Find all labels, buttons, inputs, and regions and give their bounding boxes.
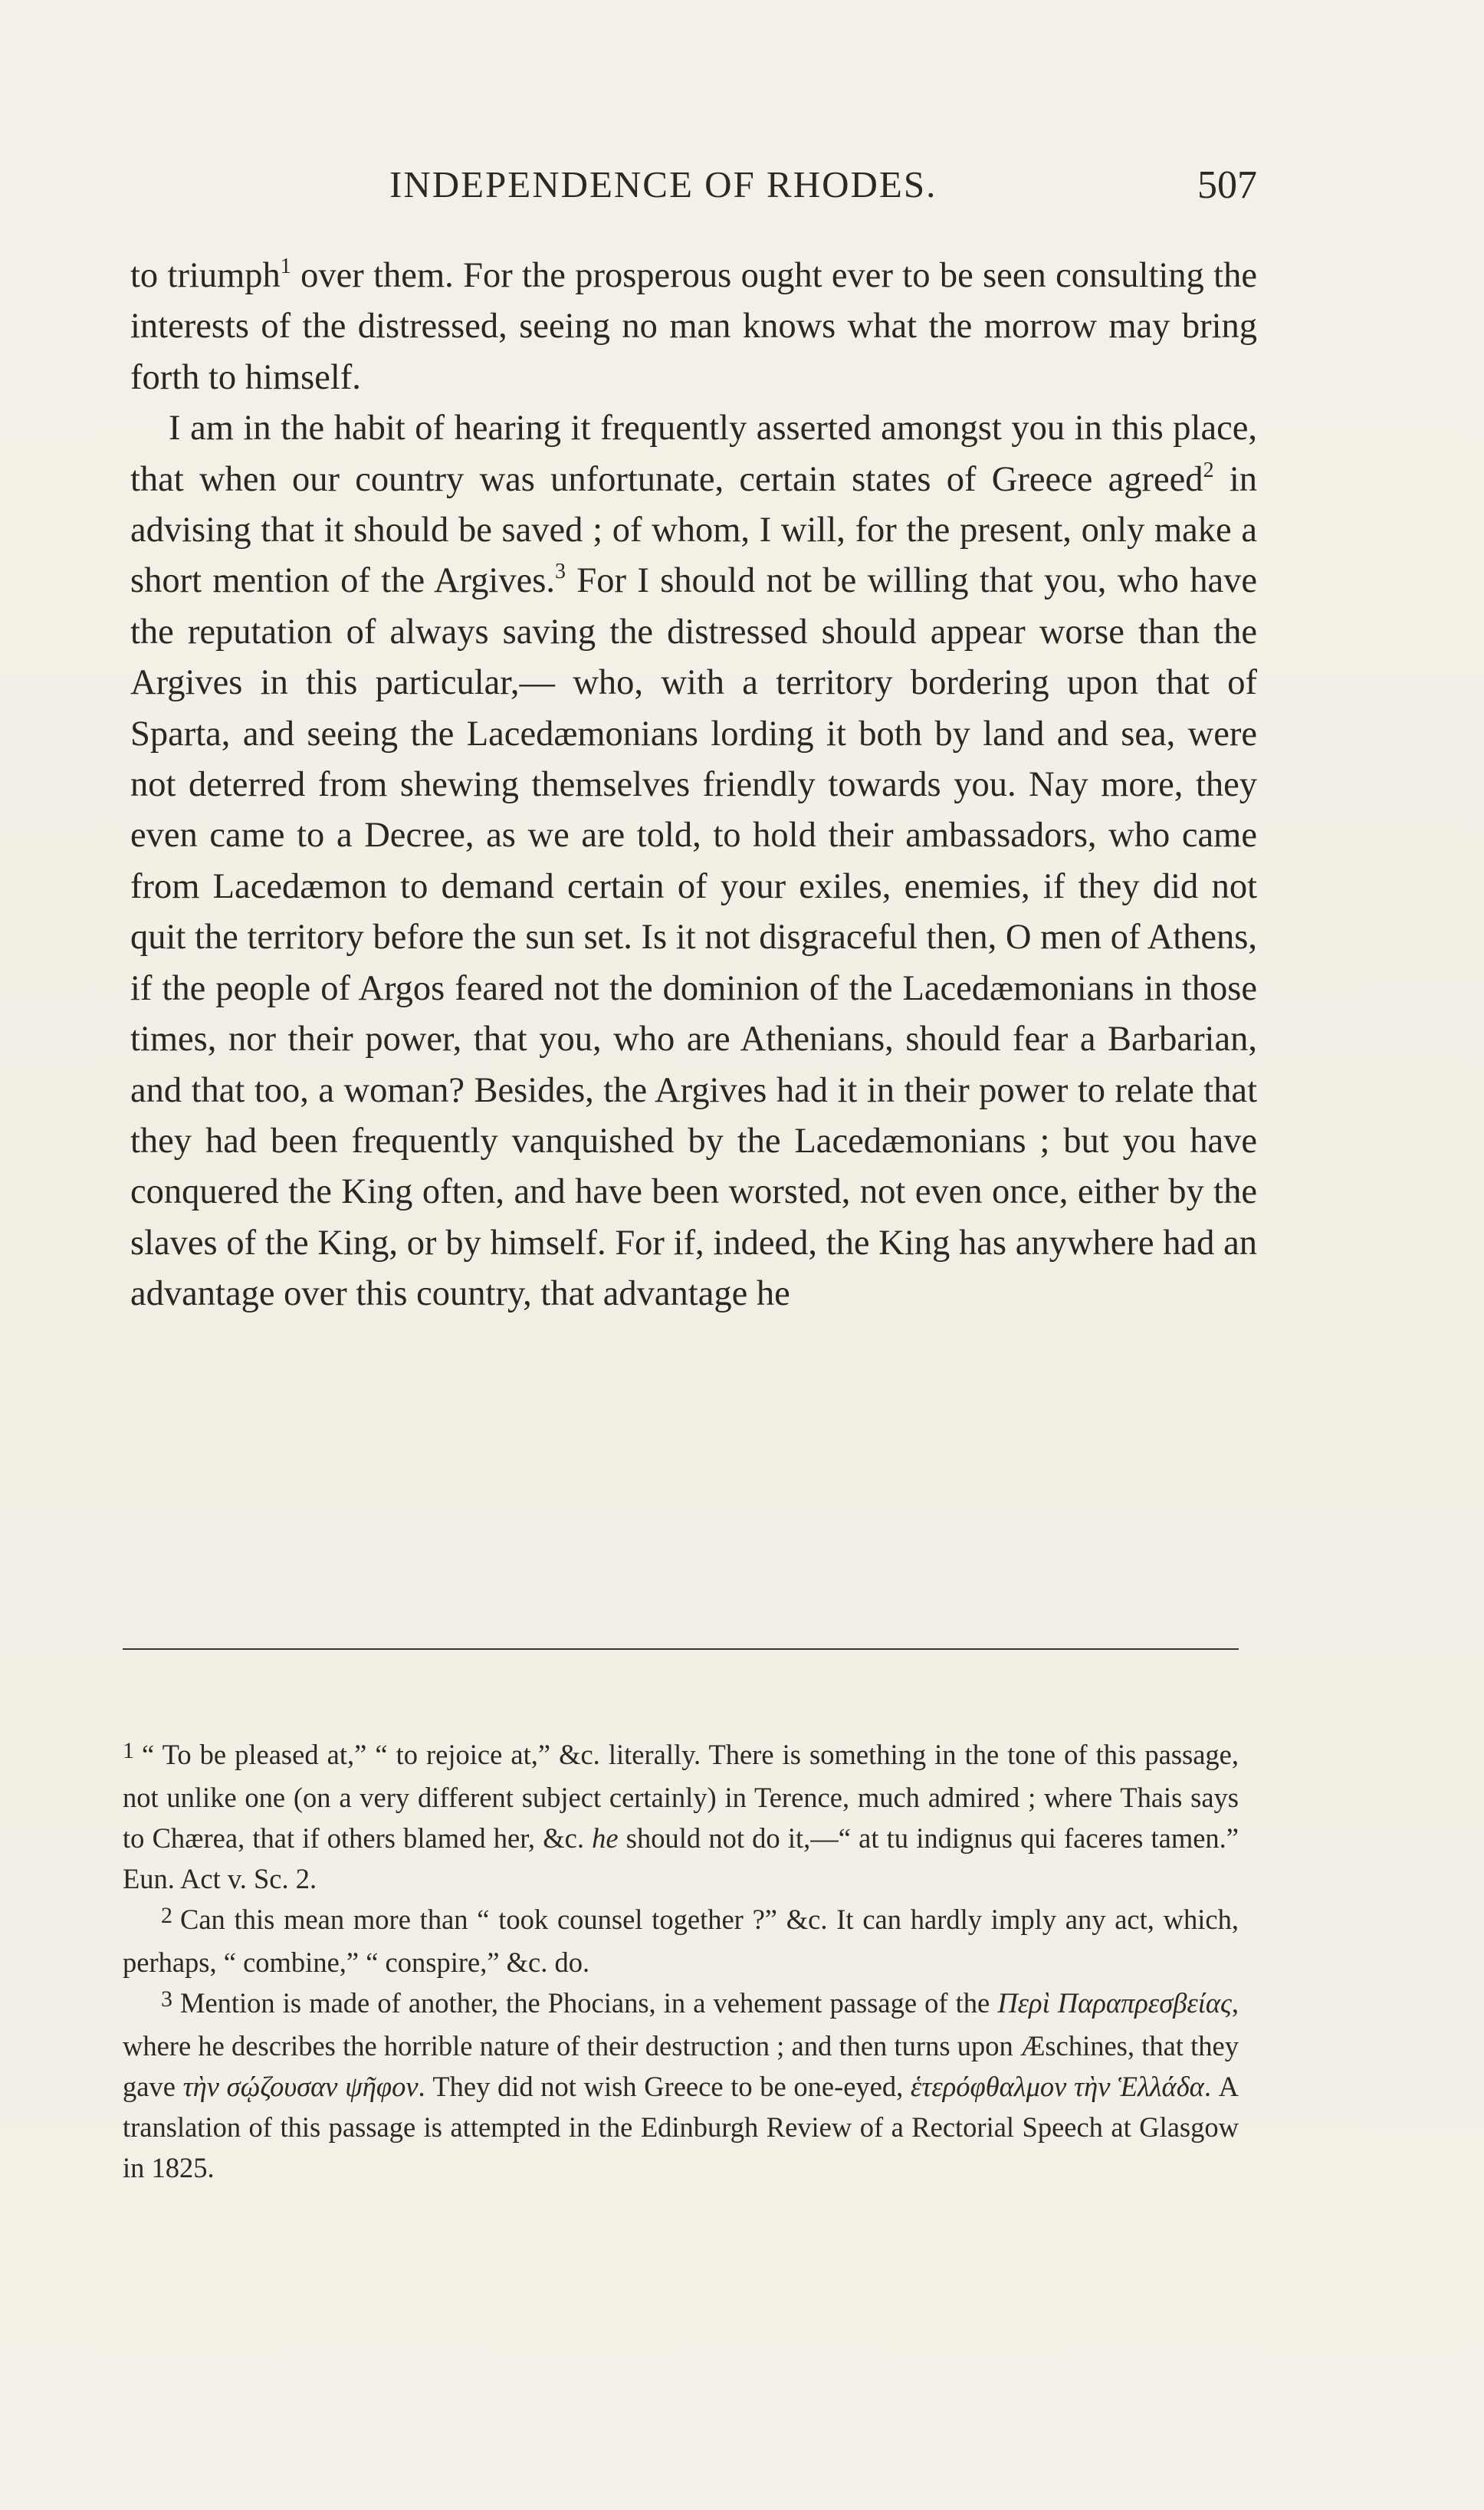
paragraph-2 (130, 403, 1257, 1319)
page-header (130, 163, 1257, 216)
footnote-3-greek-title: Περὶ Παραπρεσβείας (997, 1987, 1232, 2019)
paragraph-2-text-a: I am in the habit of hearing it frequently asserted amongst you in this place, that when our country was unfortunate, certain states of Greece agreed (130, 409, 1257, 499)
footnote-2-mark: 2 (161, 1903, 172, 1928)
footnote-ref-1: 1 (280, 255, 291, 278)
footnote-3 (123, 1983, 1239, 2188)
footnote-3-text-b: , where he describes the horrible nature of their destruction ; and then turns upon Æschines, that they gave (123, 1987, 1239, 2102)
paragraph-2-text-c: For I should not be willing that you, who have the reputation of always saving the distressed should appear worse than the Argives in this particular,— who, with a territory bordering upon that of Sparta, and seeing the Lacedæmonians lording it both by land and sea, were not deterred from shewing themselves friendly towards you. Nay more, they even came to a Decree, as we are told, to hold their ambassadors, who came from Lacedæmon to demand certain of your exiles, enemies, if they did not quit the territory before the sun set. Is it not disgraceful then, O men of Athens, if the people of Argos feared not the dominion of the Lacedæmonians in those times, nor their power, that you, who are Athenians, should fear a Barbarian, and that too, a woman? Besides, the Argives had it in their power to relate that they had been frequently vanquished by the Lacedæmonians ; but you have conquered the King often, and have been worsted, not even once, either by the slaves of the King, or by himself. For if, indeed, the King has anywhere had an advantage over this country, that advantage he (130, 561, 1257, 1314)
footnote-ref-3: 3 (554, 560, 566, 584)
footnote-1-text-b: should not do it,—“ at tu indignus qui faceres tamen.” Eun. Act v. Sc. 2. (123, 1822, 1239, 1894)
footnote-divider (123, 1648, 1239, 1650)
footnote-3-greek-phrase-1: τὴν σῴζουσαν ψῆφον (182, 2071, 419, 2102)
footnote-3-text-a: Mention is made of another, the Phocians, in a vehement passage of the (180, 1987, 998, 2019)
footnote-1-italic: he (592, 1822, 619, 1854)
paragraph-1-text-a: to triumph (130, 256, 281, 295)
footnote-2 (123, 1899, 1239, 1983)
footnote-2-text: Can this mean more than “ took counsel together ?” &c. It can hardly imply any act, which, perhaps, “ combine,” “ conspire,” &c. do. (123, 1904, 1239, 1978)
footnote-3-text-c: . They did not wish Greece to be one-eyed, (418, 2071, 911, 2102)
running-head: INDEPENDENCE OF RHODES. (389, 163, 937, 205)
paragraph-2-text-b: in advising that it should be saved ; of whom, I will, for the present, only make a short mention of the Argives. (130, 459, 1258, 601)
footnote-3-mark: 3 (161, 1986, 172, 2012)
paragraph-1 (130, 251, 1257, 403)
footnotes (123, 1734, 1239, 2188)
footnote-1 (123, 1734, 1239, 1899)
paragraph-1-text-b: over them. For the prosperous ought ever to be seen consulting the interests of the distressed, seeing no man knows what the morrow may bring forth to himself. (130, 256, 1257, 397)
footnote-3-greek-phrase-2: ἑτερόφθαλμον τὴν Ἑλλάδα (910, 2071, 1204, 2102)
footnote-ref-2: 2 (1203, 458, 1214, 482)
footnote-1-text-a: “ To be pleased at,” “ to rejoice at,” &c. literally. There is something in the tone of this passage, not unlike one (on a very different subject certainly) in Terence, much admired ; where Thais says to Chærea, that if others blamed her, &c. (123, 1739, 1239, 1854)
footnote-1-mark: 1 (123, 1738, 134, 1763)
main-text (130, 251, 1257, 1320)
page-number: 507 (1197, 163, 1257, 207)
footnote-3-text-d: . A translation of this passage is attempted in the Edinburgh Review of a Rectorial Speech at Glasgow in 1825. (123, 2071, 1239, 2183)
